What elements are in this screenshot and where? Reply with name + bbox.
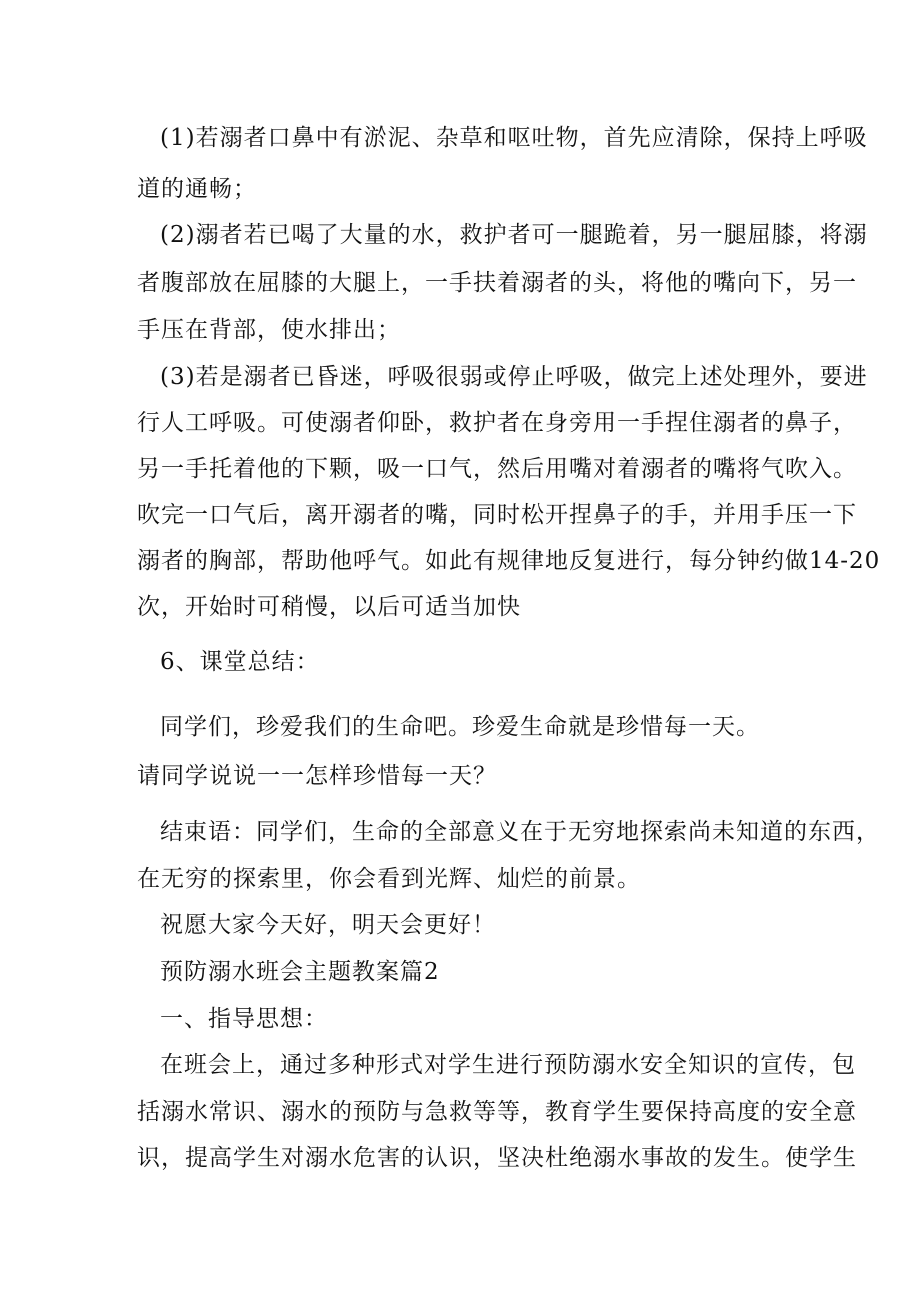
section-heading: 一、指导思想： bbox=[160, 1006, 328, 1032]
text-line: 次，开始时可稍慢，以后可适当加快 bbox=[137, 594, 521, 620]
text-line: 另一手托着他的下颗，吸一口气，然后用嘴对着溺者的嘴将气吹入。 bbox=[137, 456, 857, 482]
text-line: (1)若溺者口鼻中有淤泥、杂草和呕吐物，首先应清除，保持上呼吸 bbox=[160, 125, 868, 151]
text-line: 在无穷的探索里，你会看到光辉、灿烂的前景。 bbox=[137, 866, 641, 892]
text-line: 在班会上，通过多种形式对学生进行预防溺水安全知识的宣传，包 bbox=[160, 1052, 856, 1078]
text-line: 结束语：同学们，生命的全部意义在于无穷地探索尚未知道的东西， bbox=[160, 819, 880, 845]
text-line: 手压在背部，使水排出； bbox=[137, 317, 401, 343]
section-heading: 预防溺水班会主题教案篇2 bbox=[160, 959, 440, 985]
text-line: 道的通畅； bbox=[137, 176, 257, 202]
text-line: 同学们，珍爱我们的生命吧。珍爱生命就是珍惜每一天。 bbox=[160, 714, 760, 740]
section-heading: 6、课堂总结： bbox=[160, 649, 320, 675]
text-line: 括溺水常识、溺水的预防与急救等等，教育学生要保持高度的安全意 bbox=[137, 1099, 857, 1125]
text-line: 行人工呼吸。可使溺者仰卧，救护者在身旁用一手捏住溺者的鼻子， bbox=[137, 410, 857, 436]
text-line: 者腹部放在屈膝的大腿上，一手扶着溺者的头，将他的嘴向下，另一 bbox=[137, 270, 857, 296]
text-line: (2)溺者若已喝了大量的水，救护者可一腿跪着，另一腿屈膝，将溺 bbox=[160, 222, 868, 248]
text-line: 吹完一口气后，离开溺者的嘴，同时松开捏鼻子的手，并用手压一下 bbox=[137, 502, 857, 528]
text-line: (3)若是溺者已昏迷，呼吸很弱或停止呼吸，做完上述处理外，要进 bbox=[160, 364, 868, 390]
text-line: 溺者的胸部，帮助他呼气。如此有规律地反复进行，每分钟约做14-20 bbox=[137, 548, 881, 574]
text-line: 请同学说说一一怎样珍惜每一天？ bbox=[137, 763, 497, 789]
text-line: 祝愿大家今天好，明天会更好！ bbox=[160, 912, 496, 938]
text-line: 识，提高学生对溺水危害的认识，坚决杜绝溺水事故的发生。使学生 bbox=[137, 1145, 857, 1171]
